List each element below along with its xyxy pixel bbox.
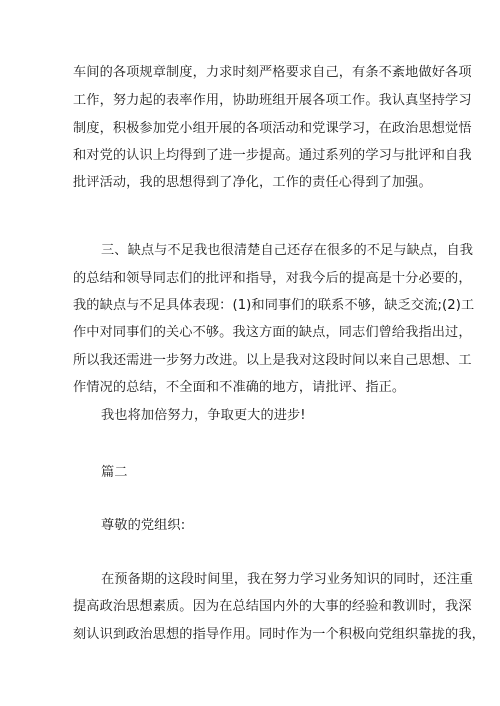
closing-line: 我也将加倍努力，争取更大的进步! [101,408,306,423]
paragraph-1-line-4: 和对党的认识上均得到了进一步提高。通过系列的学习与批评和自我 [73,148,472,163]
paragraph-1-line-5: 批评活动，我的思想得到了净化，工作的责任心得到了加强。 [73,175,432,190]
paragraph-3-line-1: 在预备期的这段时间里，我在努力学习业务知识的同时，还注重 [101,572,474,587]
paragraph-2-line-3: 我的缺点与不足具体表现：(1)和同事们的联系不够，缺乏交流;(2)工 [73,298,475,313]
salutation: 尊敬的党组织: [101,518,186,533]
paragraph-3-line-3: 刻认识到政治思想的指导作用。同时作为一个积极向党组织靠拢的我， [73,627,485,642]
paragraph-2-line-2: 的总结和领导同志们的批评和指导，对我今后的提高是十分必要的， [73,271,472,286]
paragraph-2-line-5: 所以我还需进一步努力改进。以上是我对这段时间以来自己思想、工 [73,353,472,368]
paragraph-1-line-1: 车间的各项规章制度，力求时刻严格要求自己，有条不紊地做好各项 [73,65,472,80]
paragraph-2-line-6: 作情况的总结，不全面和不准确的地方，请批评、指正。 [73,380,406,395]
paragraph-2-line-4: 作中对同事们的关心不够。我这方面的缺点，同志们曾给我指出过， [73,325,472,340]
paragraph-1-line-2: 工作，努力起的表率作用，协助班组开展各项工作。我认真坚持学习 [73,93,472,108]
paragraph-3-line-2: 提高政治思想素质。因为在总结国内外的大事的经验和教训时，我深 [73,599,472,614]
paragraph-1-line-3: 制度，积极参加党小组开展的各项活动和党课学习，在政治思想觉悟 [73,121,472,136]
paragraph-2-line-1: 三、缺点与不足我也很清楚自己还存在很多的不足与缺点，自我 [101,243,474,258]
section-heading: 篇二 [101,465,128,480]
